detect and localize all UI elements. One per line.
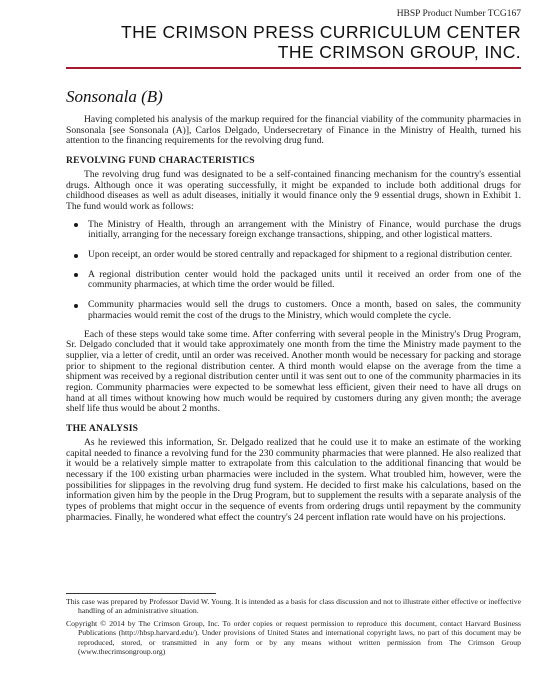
copyright-note: Copyright © 2014 by The Crimson Group, Inc. To order copies or request permission to reproduce this document, contact Harvard Business Publications (http://hbsp.harvard.edu/). Under provisions of United States and international copyright laws, no part of this document may be reproduced, stored, or transmitted in any form or by any means without written permission from The Crimson Group (www.thecrimsongroup.org): [66, 618, 521, 657]
list-item: [66, 300, 521, 321]
fund-paragraph: The revolving drug fund was designated to be a self-contained financing mechanism for the country's essential drugs. Although once it was operating successfully, it might be expanded to include both additional drugs for childhood diseases as well as adult diseases, initially it would finance only the 9 essential drugs, shown in Exhibit 1. The fund would work as follows:: [66, 168, 521, 212]
list-item-text: Community pharmacies would sell the drugs to customers. Once a month, based on sales, the community pharmacies would remit the cost of the drugs to the Ministry, which would complete the cycle.: [88, 299, 521, 321]
list-item: [66, 250, 521, 261]
list-item-text: A regional distribution center would hold the packaged units until it received an order from one of the community pharmacies, at which time the order would be filled.: [88, 268, 521, 291]
section-heading-fund: REVOLVING FUND CHARACTERISTICS: [66, 155, 255, 167]
intro-paragraph: Having completed his analysis of the markup required for the financial viability of the community pharmacies in Sonsonala [see Sonsonala (A)], Carlos Delgado, Undersecretary of Finance in the Ministry of Health, turned his attention to the financing requirements for the revolving drug fund.: [66, 114, 521, 147]
list-item: [66, 270, 521, 291]
footer: [66, 597, 521, 656]
bullet-icon: [74, 223, 78, 227]
footer-rule: [66, 593, 216, 594]
publisher-name: THE CRIMSON PRESS CURRICULUM CENTER: [121, 22, 521, 42]
bullet-icon: [74, 304, 78, 308]
group-name: THE CRIMSON GROUP, INC.: [277, 42, 521, 62]
product-number: HBSP Product Number TCG167: [396, 9, 521, 19]
prepared-by-note: This case was prepared by Professor David W. Young. It is intended as a basis for class discussion and not to illustrate either effective or ineffective handling of an administrative situation.: [66, 597, 521, 616]
list-item-text: Upon receipt, an order would be stored centrally and repackaged for shipment to a regional distribution center.: [88, 249, 513, 261]
fund-steps-list: [66, 220, 521, 322]
list-item-text: The Ministry of Health, through an arrangement with the Ministry of Finance, would purchase the drugs initially, arranging for the necessary foreign exchange transactions, shipping, and other logistical matters.: [88, 218, 521, 241]
timing-paragraph: Each of these steps would take some time. After conferring with several people in the Ministry's Drug Program, Sr. Delgado concluded that it would take approximately one month from the time the Ministry made payment to the supplier, via a letter of credit, until an order was received. Another month would be necessary for packing and storage prior to shipment to the regional distribution center. A third month would elapse on the average from the time a shipment was received by a regional distribution center until it was sent out to one of the community pharmacies in its region. Community pharmacies were expected to be somewhat less efficient, given their need to have all drugs on hand at all times without knowing how much would be required by customers during any given month; the average shelf life thus would be about 2 months.: [66, 328, 521, 415]
analysis-paragraph: As he reviewed this information, Sr. Delgado realized that he could use it to make an estimate of the working capital needed to finance a revolving fund for the 230 community pharmacies that were planned. He also realized that it would be a relatively simple matter to extrapolate from this calculation to the additional financing that would be necessary if the 100 existing urban pharmacies were included in the system. What troubled him, however, were the possibilities for slippages in the revolving drug fund system. He decided to first make his calculations, based on the information given him by the people in the Drug Program, but to supplement the results with a separate analysis of the types of problems that might occur in the sequence of events from ordering drugs until repayment by the community pharmacies. Finally, he wondered what effect the country's 24 percent inflation rate would have on his projections.: [66, 436, 521, 523]
list-item: [66, 220, 521, 241]
case-title: Sonsonala (B): [66, 87, 163, 106]
section-heading-analysis: THE ANALYSIS: [66, 423, 139, 435]
header-rule: [66, 67, 521, 69]
bullet-icon: [74, 273, 78, 277]
case-body: [66, 115, 521, 524]
bullet-icon: [74, 254, 78, 258]
